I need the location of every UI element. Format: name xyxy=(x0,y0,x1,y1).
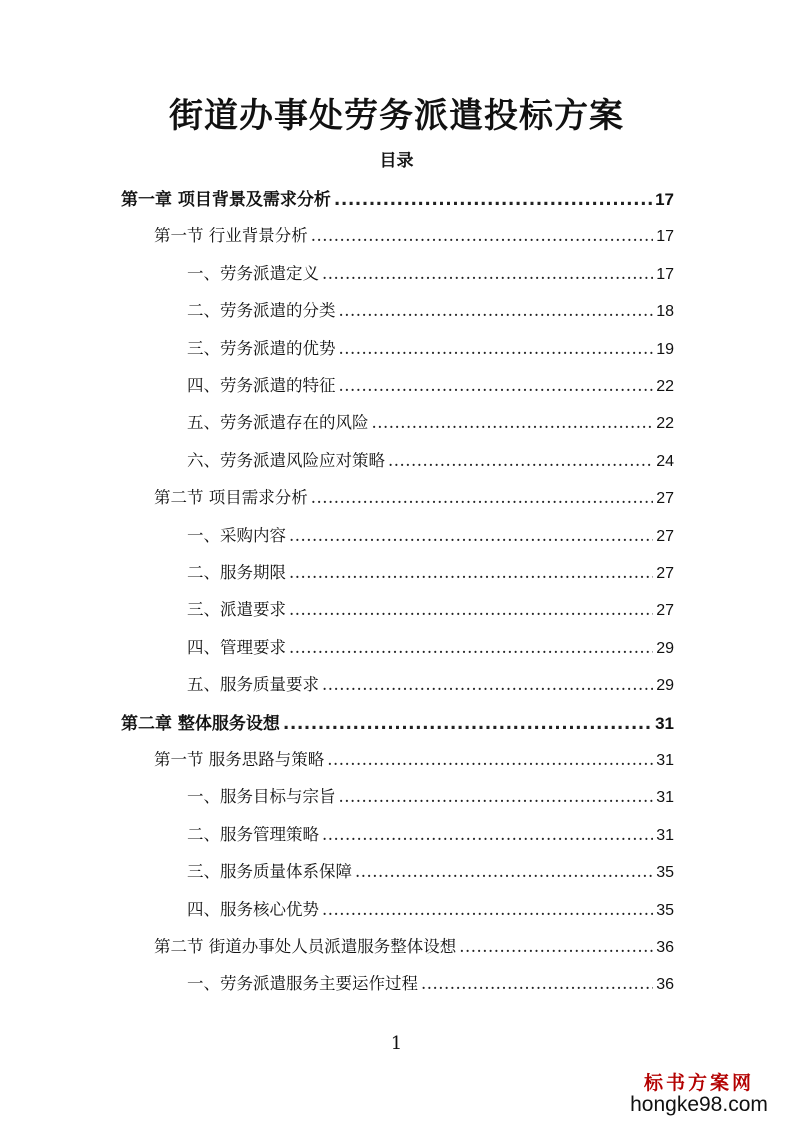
toc-entry-label: 三、劳务派遣的优势 xyxy=(187,338,336,358)
toc-entry[interactable] xyxy=(187,970,674,994)
toc-entry[interactable] xyxy=(154,222,674,246)
toc-leader-dots xyxy=(355,862,653,881)
toc-entry-page: 17 xyxy=(655,190,674,209)
toc-entry-page: 35 xyxy=(656,864,674,882)
toc-entry-page: 22 xyxy=(656,415,674,433)
toc-leader-dots xyxy=(339,301,654,320)
toc-leader-dots xyxy=(289,563,653,582)
toc-entry-label: 一、劳务派遣服务主要运作过程 xyxy=(187,974,418,994)
toc-entry[interactable] xyxy=(187,634,674,658)
toc-leader-dots xyxy=(339,787,654,806)
toc-entry-page: 31 xyxy=(655,713,674,733)
toc-entry-label: 一、采购内容 xyxy=(187,525,286,545)
toc-leader-dots xyxy=(322,900,653,919)
toc-entry-page: 27 xyxy=(656,527,674,545)
toc-entry-page: 36 xyxy=(656,939,674,956)
toc-entry[interactable] xyxy=(187,260,674,284)
toc-entry[interactable] xyxy=(154,933,674,957)
page-number: 1 xyxy=(390,1033,403,1054)
toc-leader-dots xyxy=(388,451,653,470)
toc-entry[interactable] xyxy=(187,447,674,471)
toc-leader-dots xyxy=(283,714,652,734)
toc-entry-label: 四、劳务派遣的特征 xyxy=(187,376,336,395)
toc-entry-label: 二、服务期限 xyxy=(187,563,286,582)
toc-entry-page: 18 xyxy=(656,303,674,321)
toc-leader-dots xyxy=(289,600,653,619)
toc-entry[interactable] xyxy=(154,746,674,770)
toc-entry-page: 35 xyxy=(656,901,674,919)
toc-leader-dots xyxy=(327,750,653,769)
toc-entry-label: 一、服务目标与宗旨 xyxy=(187,787,336,807)
toc-leader-dots xyxy=(322,825,653,844)
toc-entry-page: 24 xyxy=(656,452,674,470)
watermark-cn: 标书方案网 xyxy=(643,1072,754,1094)
toc-entry[interactable] xyxy=(121,185,674,210)
toc-entry-page: 17 xyxy=(656,228,674,246)
toc-entry-label: 第二章 整体服务设想 xyxy=(121,713,280,734)
toc-entry-label: 六、劳务派遣风险应对策略 xyxy=(187,450,385,470)
toc-leader-dots xyxy=(322,675,653,694)
toc-entry[interactable] xyxy=(121,709,674,734)
toc-entry-label: 五、劳务派遣存在的风险 xyxy=(187,413,369,433)
toc-entry[interactable] xyxy=(187,783,674,807)
toc-entry-label: 五、服务质量要求 xyxy=(187,675,319,695)
toc-entry[interactable] xyxy=(187,409,674,433)
toc-entry-label: 二、劳务派遣的分类 xyxy=(187,301,336,321)
toc-entry[interactable] xyxy=(187,522,674,546)
toc-entry-label: 第二节 项目需求分析 xyxy=(154,488,308,508)
watermark-url: hongke98.com xyxy=(630,1093,768,1116)
toc-entry-page: 17 xyxy=(656,265,674,283)
toc-leader-dots xyxy=(289,638,653,657)
toc-entry-page: 29 xyxy=(656,677,674,695)
toc-entry-page: 31 xyxy=(656,789,674,807)
toc-entry-page: 31 xyxy=(656,752,674,769)
toc-leader-dots xyxy=(334,190,652,210)
toc-entry-label: 第一节 行业背景分析 xyxy=(154,226,308,246)
toc-entry[interactable] xyxy=(187,372,674,396)
toc-entry-page: 31 xyxy=(656,826,674,844)
document-title: 街道办事处劳务派遣投标方案 xyxy=(169,96,624,136)
toc-entry[interactable] xyxy=(154,484,674,508)
toc-leader-dots xyxy=(372,413,654,432)
toc-heading: 目录 xyxy=(379,151,414,171)
toc-leader-dots xyxy=(289,526,653,545)
toc-leader-dots xyxy=(311,488,653,507)
toc-leader-dots xyxy=(339,376,654,395)
toc-entry-page: 27 xyxy=(656,490,674,508)
toc-entry[interactable] xyxy=(187,896,674,920)
toc-leader-dots xyxy=(421,974,653,993)
toc-leader-dots xyxy=(311,226,653,245)
toc-entry-label: 第一章 项目背景及需求分析 xyxy=(121,190,331,210)
toc-leader-dots xyxy=(322,264,653,283)
toc-entry-page: 22 xyxy=(656,378,674,395)
toc-entry[interactable] xyxy=(187,821,674,845)
toc-leader-dots xyxy=(339,339,654,358)
toc-entry-label: 一、劳务派遣定义 xyxy=(187,263,319,283)
toc-entry-label: 第一节 服务思路与策略 xyxy=(154,750,325,769)
toc-entry[interactable] xyxy=(187,335,674,359)
watermark-logo xyxy=(619,1068,779,1117)
toc-entry-label: 三、派遣要求 xyxy=(187,600,286,620)
toc-entry[interactable] xyxy=(187,671,674,695)
toc-entry-label: 二、服务管理策略 xyxy=(187,824,319,844)
toc-entry-page: 29 xyxy=(656,639,674,657)
toc-entry-page: 27 xyxy=(656,565,674,582)
toc-entry-page: 27 xyxy=(656,602,674,620)
toc-entry-label: 四、管理要求 xyxy=(187,637,286,657)
toc-entry[interactable] xyxy=(187,596,674,620)
toc-entry-label: 四、服务核心优势 xyxy=(187,899,319,919)
toc-entry[interactable] xyxy=(187,297,674,321)
toc-leader-dots xyxy=(459,937,653,956)
toc-entry-page: 36 xyxy=(656,976,674,994)
toc-entry-label: 三、服务质量体系保障 xyxy=(187,862,352,882)
toc-entry-label: 第二节 街道办事处人员派遣服务整体设想 xyxy=(154,937,457,956)
toc-entry[interactable] xyxy=(187,858,674,882)
toc-entry-page: 19 xyxy=(656,340,674,358)
toc-entry[interactable] xyxy=(187,559,674,583)
